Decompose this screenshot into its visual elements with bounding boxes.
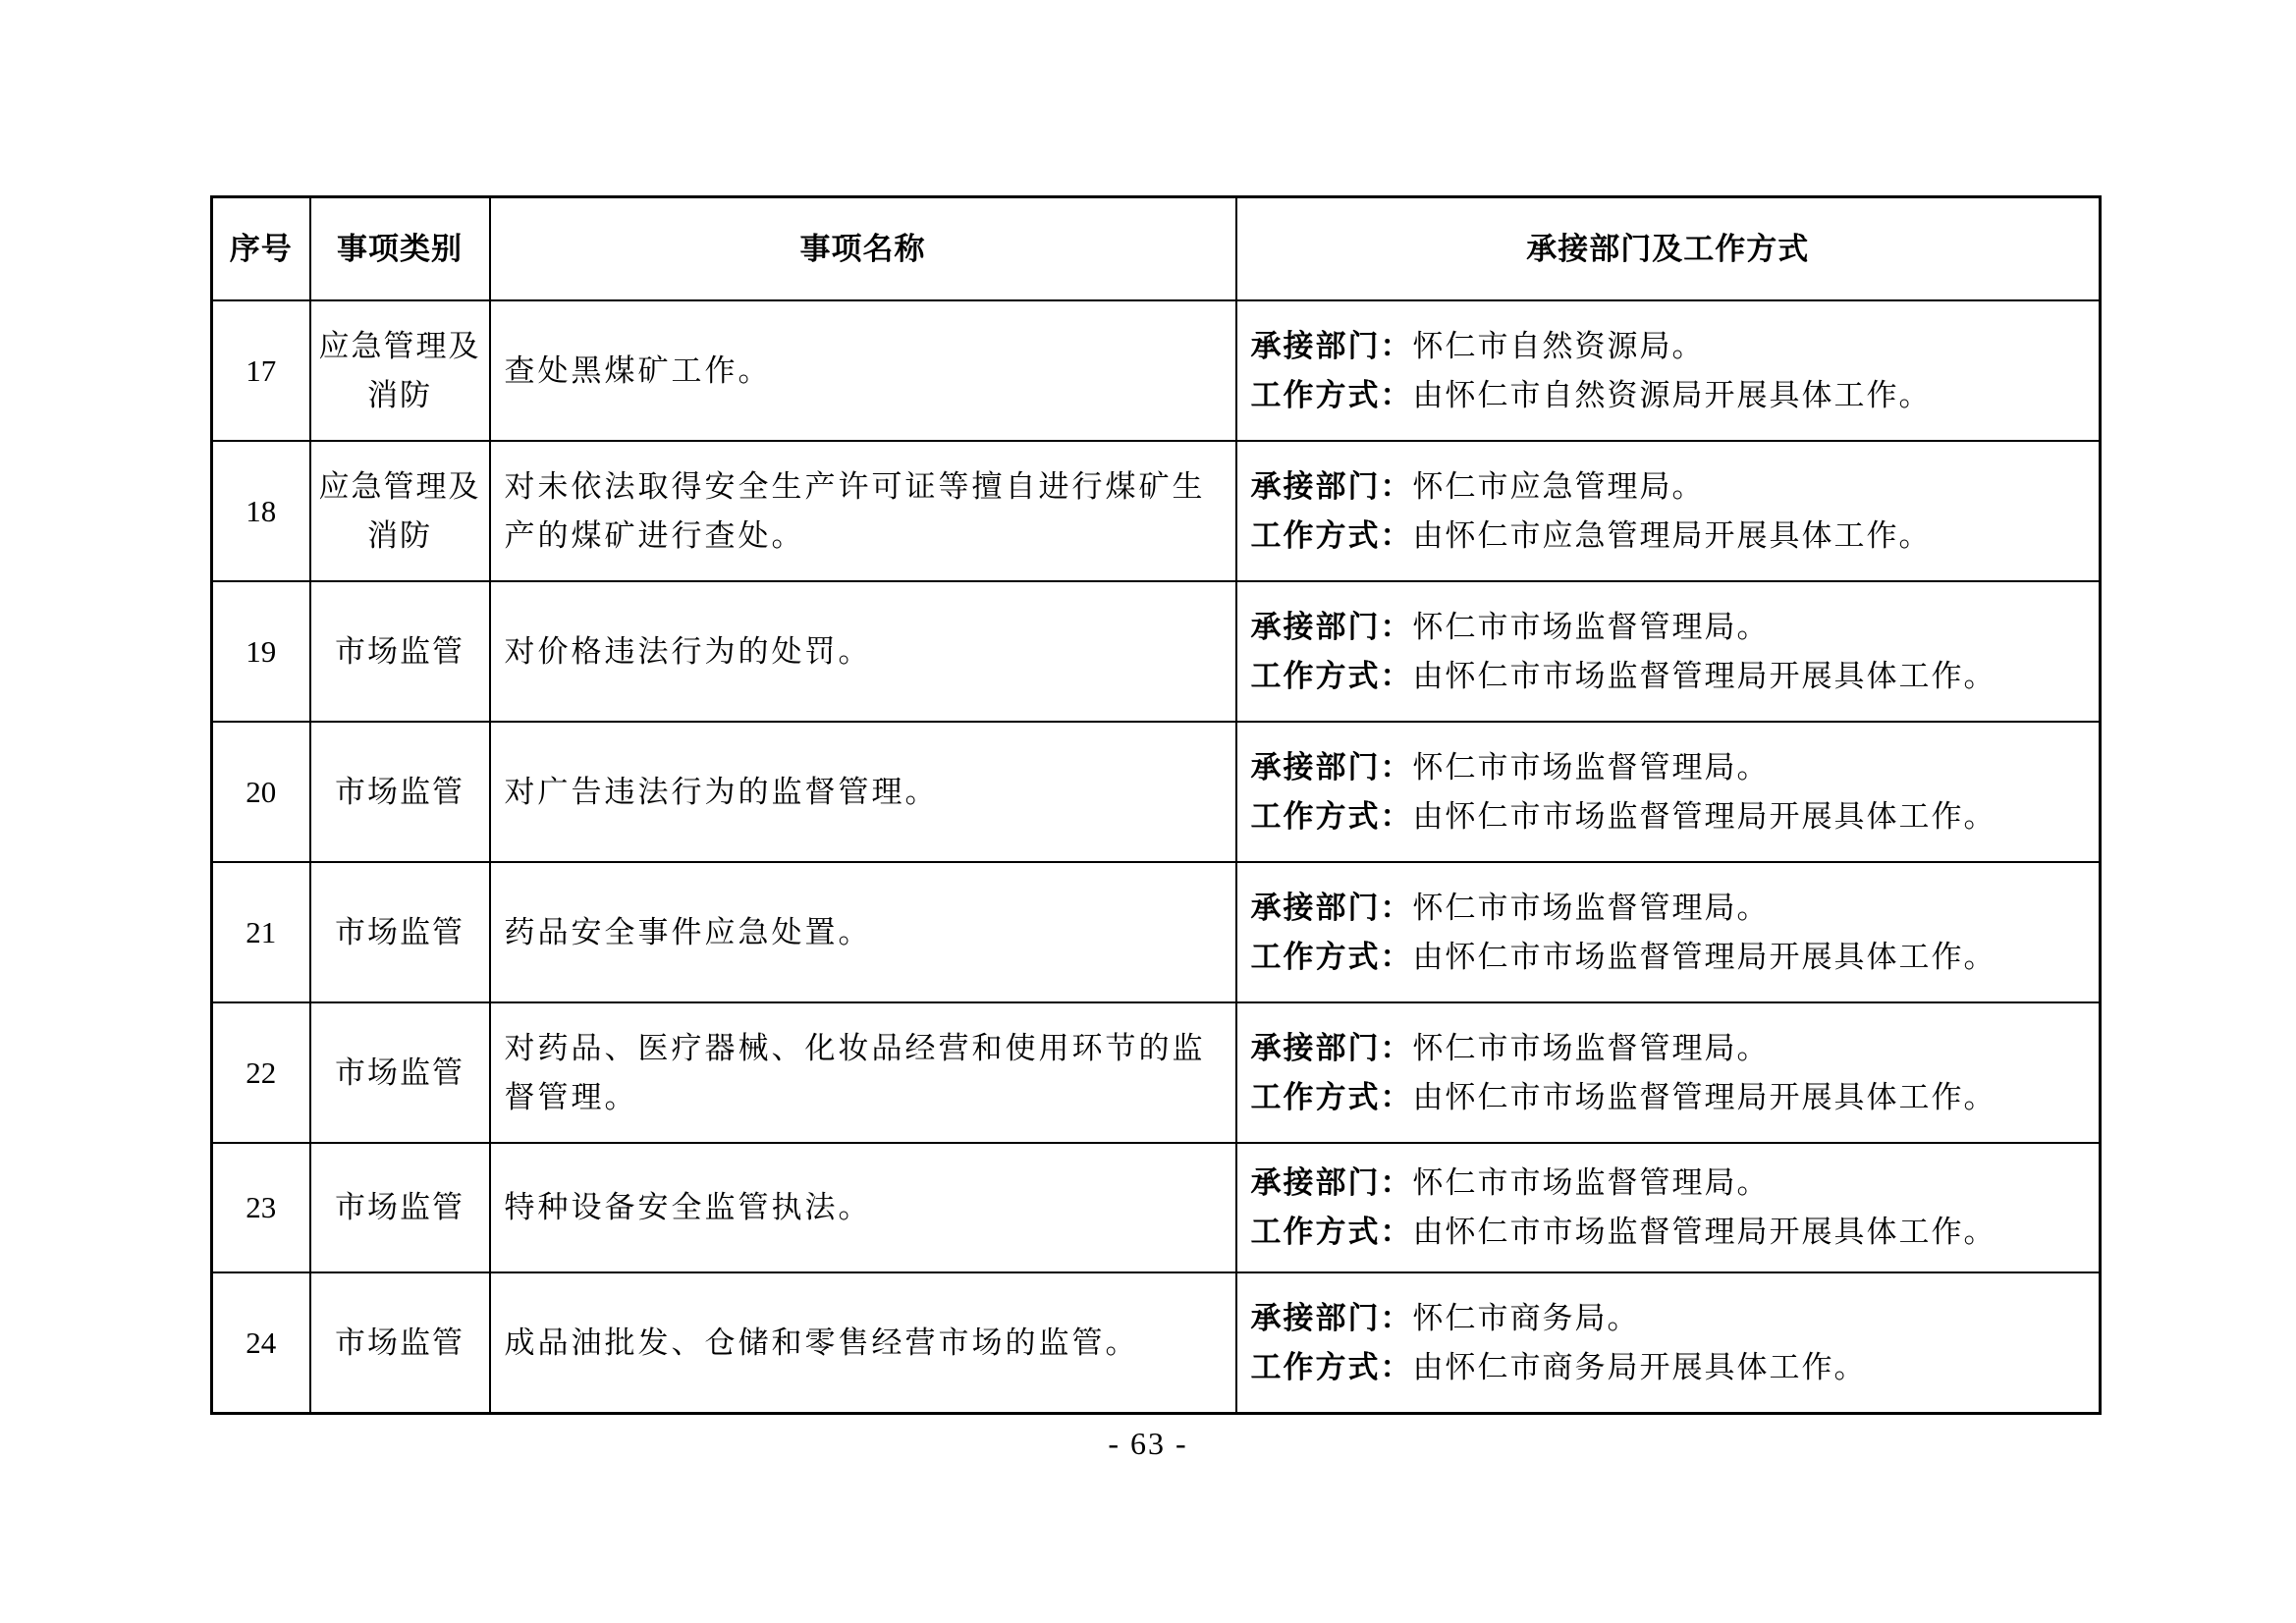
method-key-label: 工作方式： <box>1250 658 1413 694</box>
row-item-name: 对广告违法行为的监督管理。 <box>490 722 1236 862</box>
row-number: 24 <box>212 1272 310 1414</box>
row-dept-cell <box>1236 441 2101 581</box>
method-line <box>1251 1343 2086 1392</box>
method-value: 由怀仁市市场监督管理局开展具体工作。 <box>1412 1215 1996 1250</box>
method-key-label: 工作方式： <box>1250 377 1413 413</box>
row-item-name: 对价格违法行为的处罚。 <box>490 581 1236 722</box>
row-category: 应急管理及消防 <box>310 300 490 441</box>
method-key-label: 工作方式： <box>1250 1349 1413 1385</box>
method-line <box>1251 512 2086 561</box>
dept-key-label: 承接部门： <box>1250 1165 1413 1201</box>
row-number: 17 <box>212 300 310 441</box>
method-line <box>1251 1208 2086 1257</box>
method-line <box>1251 652 2086 701</box>
dept-line <box>1251 462 2086 512</box>
method-line <box>1251 371 2086 420</box>
row-item-name: 药品安全事件应急处置。 <box>490 862 1236 1002</box>
table-row <box>212 581 2101 722</box>
method-value: 由怀仁市市场监督管理局开展具体工作。 <box>1412 798 1996 835</box>
row-number: 22 <box>212 1002 310 1143</box>
method-key-label: 工作方式： <box>1250 1079 1413 1115</box>
dept-value: 怀仁市市场监督管理局。 <box>1412 609 1770 645</box>
table-row <box>212 862 2101 1002</box>
header-no: 序号 <box>212 197 310 301</box>
dept-key-label: 承接部门： <box>1250 749 1413 785</box>
items-table <box>210 195 2102 1415</box>
row-item-name: 对未依法取得安全生产许可证等擅自进行煤矿生产的煤矿进行查处。 <box>490 441 1236 581</box>
row-number: 23 <box>212 1143 310 1272</box>
dept-value: 怀仁市市场监督管理局。 <box>1412 890 1770 926</box>
method-value: 由怀仁市应急管理局开展具体工作。 <box>1412 517 1932 554</box>
table-header-row <box>212 197 2101 301</box>
row-category: 市场监管 <box>310 722 490 862</box>
row-category: 市场监管 <box>310 1143 490 1272</box>
row-category: 应急管理及消防 <box>310 441 490 581</box>
table-row <box>212 1002 2101 1143</box>
method-value: 由怀仁市市场监督管理局开展具体工作。 <box>1412 658 1996 694</box>
method-line <box>1251 792 2086 841</box>
dept-value: 怀仁市市场监督管理局。 <box>1412 749 1770 785</box>
row-dept-cell <box>1236 1272 2101 1414</box>
dept-line <box>1251 1294 2086 1343</box>
row-item-name: 对药品、医疗器械、化妆品经营和使用环节的监督管理。 <box>490 1002 1236 1143</box>
table-row <box>212 722 2101 862</box>
dept-key-label: 承接部门： <box>1250 890 1413 926</box>
dept-key-label: 承接部门： <box>1250 1030 1413 1066</box>
dept-key-label: 承接部门： <box>1250 468 1413 505</box>
dept-key-label: 承接部门： <box>1250 328 1413 364</box>
page-number: - 63 - <box>1108 1426 1188 1461</box>
dept-key-label: 承接部门： <box>1250 1300 1413 1336</box>
method-line <box>1251 933 2086 982</box>
method-value: 由怀仁市市场监督管理局开展具体工作。 <box>1412 1079 1996 1115</box>
table-row <box>212 441 2101 581</box>
dept-line <box>1251 884 2086 933</box>
dept-value: 怀仁市市场监督管理局。 <box>1412 1030 1770 1066</box>
table-row <box>212 1272 2101 1414</box>
dept-line <box>1251 1159 2086 1208</box>
header-name: 事项名称 <box>490 197 1236 301</box>
table-row <box>212 1143 2101 1272</box>
row-number: 20 <box>212 722 310 862</box>
dept-value: 怀仁市自然资源局。 <box>1412 328 1705 364</box>
row-number: 21 <box>212 862 310 1002</box>
row-number: 19 <box>212 581 310 722</box>
row-dept-cell <box>1236 581 2101 722</box>
table-row <box>212 300 2101 441</box>
row-dept-cell <box>1236 300 2101 441</box>
method-value: 由怀仁市商务局开展具体工作。 <box>1412 1349 1867 1385</box>
dept-key-label: 承接部门： <box>1250 609 1413 645</box>
row-number: 18 <box>212 441 310 581</box>
row-category: 市场监管 <box>310 862 490 1002</box>
method-value: 由怀仁市市场监督管理局开展具体工作。 <box>1412 939 1996 975</box>
method-key-label: 工作方式： <box>1250 798 1413 835</box>
dept-value: 怀仁市应急管理局。 <box>1412 468 1705 505</box>
table-body <box>212 300 2101 1414</box>
dept-line <box>1251 743 2086 792</box>
row-category: 市场监管 <box>310 581 490 722</box>
row-item-name: 查处黑煤矿工作。 <box>490 300 1236 441</box>
method-key-label: 工作方式： <box>1250 517 1413 554</box>
row-dept-cell <box>1236 722 2101 862</box>
row-category: 市场监管 <box>310 1002 490 1143</box>
row-dept-cell <box>1236 862 2101 1002</box>
dept-line <box>1251 322 2086 371</box>
row-dept-cell <box>1236 1143 2101 1272</box>
row-dept-cell <box>1236 1002 2101 1143</box>
method-line <box>1251 1073 2086 1122</box>
method-key-label: 工作方式： <box>1250 1215 1413 1250</box>
method-key-label: 工作方式： <box>1250 939 1413 975</box>
row-category: 市场监管 <box>310 1272 490 1414</box>
header-dept: 承接部门及工作方式 <box>1236 197 2101 301</box>
dept-value: 怀仁市商务局。 <box>1412 1300 1640 1336</box>
row-item-name: 特种设备安全监管执法。 <box>490 1143 1236 1272</box>
row-item-name: 成品油批发、仓储和零售经营市场的监管。 <box>490 1272 1236 1414</box>
method-value: 由怀仁市自然资源局开展具体工作。 <box>1412 377 1932 413</box>
header-category: 事项类别 <box>310 197 490 301</box>
dept-line <box>1251 603 2086 652</box>
dept-value: 怀仁市市场监督管理局。 <box>1412 1165 1770 1201</box>
dept-line <box>1251 1024 2086 1073</box>
